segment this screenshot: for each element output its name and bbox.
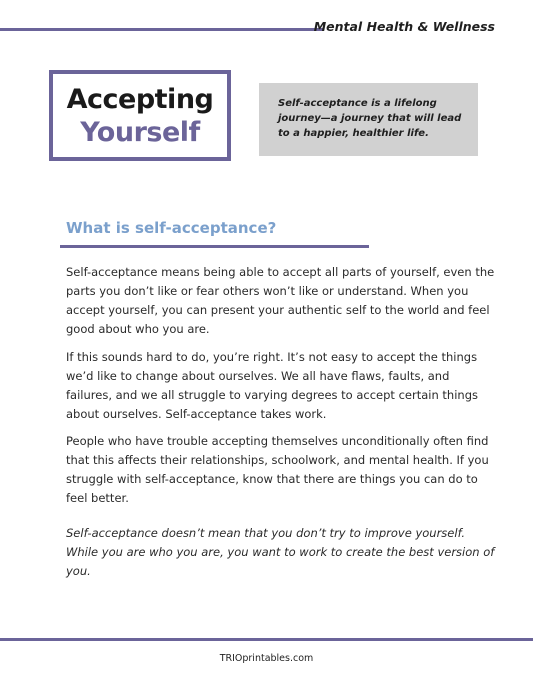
title-box — [49, 70, 231, 161]
paragraph-improvement-note: Self-acceptance doesn’t mean that you don’t try to improve yourself. While you are who you are, you want to work to create the best version of you. — [66, 526, 495, 578]
header-category: Mental Health & Wellness — [313, 19, 495, 34]
section-rule — [60, 245, 369, 248]
footer-site-link[interactable]: TRIOprintables.com — [219, 653, 314, 664]
paragraph-difficulty: If this sounds hard to do, you’re right. It’s not easy to accept the things we’d like to change about ourselves. We all have flaws, faults, and failures, and we all struggle to varying degrees to accept certain things about ourselves. Self-acceptance takes work. — [66, 350, 478, 421]
page-title-line1: Accepting — [66, 84, 214, 115]
footer-rule — [0, 638, 533, 641]
quote-callout: Self-acceptance is a lifelong journey—a journey that will lead to a happier, healthier life. — [259, 83, 478, 156]
page-title-line2: Yourself — [80, 117, 200, 148]
section-heading: What is self-acceptance? — [66, 219, 277, 237]
header-rule — [0, 28, 324, 31]
paragraph-definition: Self-acceptance means being able to accept all parts of yourself, even the parts you don’t like or fear others won’t like or understand. When you accept yourself, you can present your authentic self to the world and feel good about who you are. — [66, 265, 495, 336]
paragraph-effects: People who have trouble accepting themselves unconditionally often find that this affects their relationships, schoolwork, and mental health. If you struggle with self-acceptance, know that there are things you can do to feel better. — [66, 434, 489, 505]
